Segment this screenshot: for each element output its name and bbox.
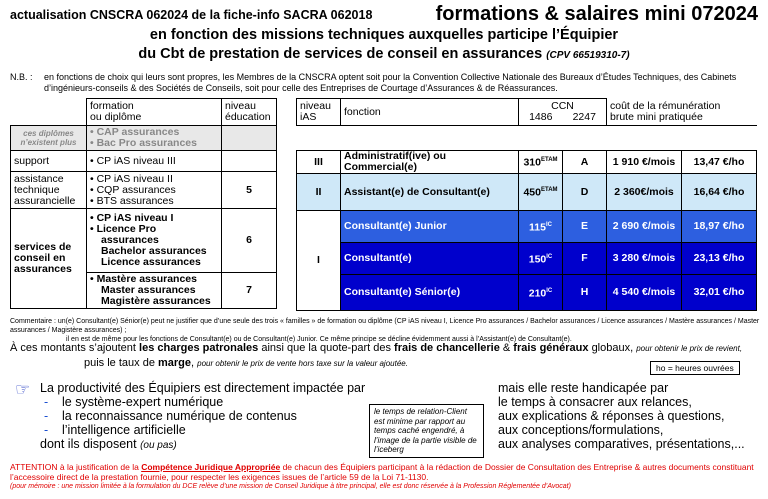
main-title: formations & salaires mini 072024	[435, 3, 758, 25]
header-ccn-2247: 2247	[572, 111, 596, 123]
row-ccn2247: F	[563, 243, 607, 275]
table-row	[297, 211, 757, 243]
assist-level: 5	[222, 172, 277, 209]
subtitle-line2-text: du Cbt de prestation de services de conseil en assurances	[138, 46, 543, 62]
ccn-sup: IC	[546, 253, 553, 260]
ccn-sup: IC	[546, 287, 553, 294]
charges-text: ,	[191, 357, 195, 369]
list-item: • BTS assurances	[90, 196, 218, 207]
serv-label-l3: assurances	[14, 263, 72, 275]
header-cout	[607, 99, 757, 126]
obsolete-list	[87, 126, 222, 151]
list-item: • CAP assurances	[90, 127, 218, 138]
list-item: • CP iAS niveau I	[90, 213, 218, 224]
serv-level-b: 7	[222, 273, 277, 309]
row-heure: 32,01 €/ho	[682, 275, 757, 311]
table-row	[297, 275, 757, 311]
row-niveau: III	[297, 151, 341, 174]
dash: -	[44, 423, 49, 437]
ccn-sup: IC	[545, 221, 552, 228]
row-fonction: Consultant(e) Sénior(e)	[341, 275, 519, 311]
row-mois: 2 690 €/mois	[607, 211, 682, 243]
list-item	[40, 395, 365, 409]
pointing-hand-icon: ☞	[15, 380, 31, 399]
row-fonction: Consultant(e)	[341, 243, 519, 275]
header-niveau-l2: éducation	[225, 111, 271, 123]
header-formation-l1: formation	[90, 100, 134, 112]
iceberg-box: le temps de relation-Client est minime par rapport au temps caché engendré, à l’image de la partie visible de l’iceberg	[369, 404, 484, 458]
list-item: • Licence Pro	[90, 224, 218, 235]
spacer-row	[297, 126, 757, 151]
charges-text: &	[502, 342, 511, 354]
obsolete-note-l1: ces diplômes	[23, 129, 74, 138]
assist-label-l2: technique	[14, 183, 60, 196]
productivity-block	[40, 381, 365, 453]
list-item: assurances	[101, 234, 159, 246]
comment-block	[10, 317, 766, 344]
row-ccn2247: E	[563, 211, 607, 243]
dash: -	[44, 395, 49, 409]
row-mois: 1 910 €/mois	[607, 151, 682, 174]
cpv-code: (CPV 66519310-7)	[546, 50, 630, 61]
row-heure: 23,13 €/ho	[682, 243, 757, 275]
charges-small: pour obtenir le prix de revient,	[636, 344, 743, 353]
productivity-tail: dont ils disposent	[40, 437, 137, 451]
header-niveau-ias-l1: niveau	[300, 100, 331, 112]
assist-label-l3: assurancielle	[14, 194, 76, 207]
row-mois: 3 280 €/mois	[607, 243, 682, 275]
header-ccn	[519, 99, 607, 126]
row-ccn2247: A	[563, 151, 607, 174]
ccn-value: 310	[523, 156, 541, 169]
handicap-line: aux analyses comparatives, présentations,...	[498, 437, 745, 451]
header-ccn-label: CCN	[551, 100, 574, 112]
nb-text: en fonctions de choix qui leurs sont propres, les Membres de la CNSCRA optent soit pour la Convention Collective Nationale des Bureaux d’Études Techniques, des Cabinets d’ingénieurs-conseils & des Sociétés de Conseils, soit pour celle des Entreprises de Courtage d’Assurances & de Réassurances.	[44, 72, 737, 93]
header-formation-l2: ou diplôme	[90, 111, 142, 123]
formation-table	[10, 98, 277, 309]
ccn-value: 150	[528, 253, 547, 266]
serv-label	[11, 209, 87, 309]
charges-text: À ces montants s’ajoutent	[10, 342, 136, 354]
list-item: Bachelor assurances	[101, 245, 207, 257]
ccn-value: 450	[523, 186, 541, 199]
row-fonction: Consultant(e) Junior	[341, 211, 519, 243]
row-ccn1486	[519, 174, 563, 211]
charges-text: ainsi que la quote-part des	[261, 342, 391, 354]
attention-text: de chacun des Équipiers participant à la rédaction de Dossier de Consultation des Entreprise & autres documents constituant l’accessoire direct de la prestation fournie, pour respecter les exigences issues de l’article 59 de la Loi 71-1130.	[10, 462, 754, 482]
handicap-line: aux explications & réponses à questions,	[498, 409, 725, 423]
ccn-value: 210	[528, 287, 547, 300]
header-fonction: fonction	[341, 99, 519, 126]
handicap-line: le temps à consacrer aux relances,	[498, 395, 692, 409]
charges-small: pour obtenir le prix de vente hors taxe sur la valeur ajoutée.	[197, 359, 408, 368]
row-heure: 16,64 €/ho	[682, 174, 757, 211]
header-niveau-l1: niveau	[225, 100, 256, 112]
table-row	[297, 174, 757, 211]
assist-list	[87, 172, 222, 209]
comment-label: Commentaire :	[10, 318, 56, 325]
row-mois: 4 540 €/mois	[607, 275, 682, 311]
attention-block	[10, 463, 766, 492]
handicap-line: aux conceptions/formulations,	[498, 423, 664, 437]
serv-level-a: 6	[222, 209, 277, 273]
item-text: l’intelligence artificielle	[62, 423, 186, 437]
list-item: • CP iAS niveau II	[90, 174, 218, 185]
item-text: le système-expert numérique	[62, 395, 224, 409]
salary-table	[296, 98, 757, 311]
list-item: Magistère assurances	[101, 295, 211, 307]
row-fonction: Assistant(e) de Consultant(e)	[341, 174, 519, 211]
charges-text: puis le taux de	[84, 357, 155, 369]
subtitle-line2	[0, 46, 768, 62]
header-niveau-ias	[297, 99, 341, 126]
obsolete-level	[222, 126, 277, 151]
assist-label	[11, 172, 87, 209]
list-item	[40, 409, 365, 423]
table-row	[297, 243, 757, 275]
heures-note: ho = heures ouvrées	[650, 361, 740, 375]
list-item: Licence assurances	[101, 256, 201, 268]
obsolete-note-l2: n’existent plus	[20, 138, 77, 147]
row-niveau-i: I	[297, 211, 341, 311]
row-ccn2247: D	[563, 174, 607, 211]
charges-bold: frais de chancellerie	[394, 342, 500, 354]
charges-bold: les charges patronales	[139, 342, 259, 354]
item-text: la reconnaissance numérique de contenus	[62, 409, 297, 423]
row-ccn1486	[519, 151, 563, 174]
assist-label-l1: assistance	[14, 172, 64, 185]
row-ccn1486	[519, 275, 563, 311]
comment-line2: il en est de même pour les fonctions de Consultant(e) ou de Consultant(e) Junior. Ce même principe se décline évidemment aussi à l’Assistant(e) de Consultant(e).	[66, 336, 572, 343]
serv-label-l1: services de	[14, 241, 72, 253]
row-ccn2247: H	[563, 275, 607, 311]
header-formation	[87, 99, 222, 126]
productivity-intro: La productivité des Équipiers est directement impactée par	[40, 381, 366, 395]
header-cout-l2: brute mini pratiquée	[610, 110, 703, 123]
charges-text: globaux,	[591, 342, 634, 354]
row-ccn1486	[519, 211, 563, 243]
ccn-sup: ETAM	[540, 157, 558, 164]
list-item: • CP iAS niveau III	[90, 156, 218, 167]
dash: -	[44, 409, 49, 423]
header-niveau-ias-l2: iAS	[300, 111, 317, 123]
row-niveau: II	[297, 174, 341, 211]
table-row	[297, 151, 757, 174]
header-empty	[11, 99, 87, 126]
serv-list-a	[87, 209, 222, 273]
row-fonction: Administratif(ive) ou Commercial(e)	[341, 151, 519, 174]
row-heure: 13,47 €/ho	[682, 151, 757, 174]
attention-bold: Compétence Juridique Appropriée	[141, 462, 281, 472]
header-ccn-1486: 1486	[529, 111, 553, 123]
list-item: Master assurances	[101, 284, 196, 296]
list-item: • CQP assurances	[90, 185, 218, 196]
support-list	[87, 151, 222, 172]
attention-memo: (pour mémoire : une mission limitée à la formulation du DCE relève d’une mission de Conseil Juridique à titre principal, elle est donc réservée à la Profession Réglementée d’Avocat)	[10, 483, 571, 490]
row-heure: 18,97 €/ho	[682, 211, 757, 243]
ccn-value: 115	[529, 221, 546, 234]
nb-label: N.B. :	[10, 72, 33, 82]
list-item	[40, 423, 365, 437]
productivity-tail-small: (ou pas)	[140, 440, 177, 451]
update-title: actualisation CNSCRA 062024 de la fiche-info SACRA 062018	[10, 8, 373, 22]
header-niveau	[222, 99, 277, 126]
ccn-sup: ETAM	[540, 187, 558, 194]
header-cout-l1: coût de la rémunération	[610, 99, 721, 112]
row-ccn1486	[519, 243, 563, 275]
charges-bold: frais généraux	[513, 342, 589, 354]
handicap-block	[498, 381, 745, 451]
subtitle-line1: en fonction des missions techniques auxquelles participe l’Équipier	[149, 27, 619, 43]
serv-label-l2: conseil en	[14, 252, 66, 264]
obsolete-note	[11, 126, 87, 151]
row-mois: 2 360€/mois	[607, 174, 682, 211]
charges-bold: marge	[158, 357, 192, 369]
list-item: • Mastère assurances	[90, 274, 218, 285]
serv-list-b	[87, 273, 222, 309]
comment-line1: un(e) Consultant(e) Sénior(e) peut ne justifier que d’une seule des trois « familles » de formation ou diplôme (CP iAS niveau I, Licence Pro assurances / Bachelor assurances / Licence assurances / Mastère assurances / Master assurances / Magistère assurances) ;	[10, 318, 760, 334]
handicap-line: mais elle reste handicapée par	[498, 381, 669, 395]
list-item: • Bac Pro assurances	[90, 138, 218, 149]
support-label: support	[11, 151, 87, 172]
support-level	[222, 151, 277, 172]
attention-text: ATTENTION à la justification de la	[10, 462, 139, 472]
